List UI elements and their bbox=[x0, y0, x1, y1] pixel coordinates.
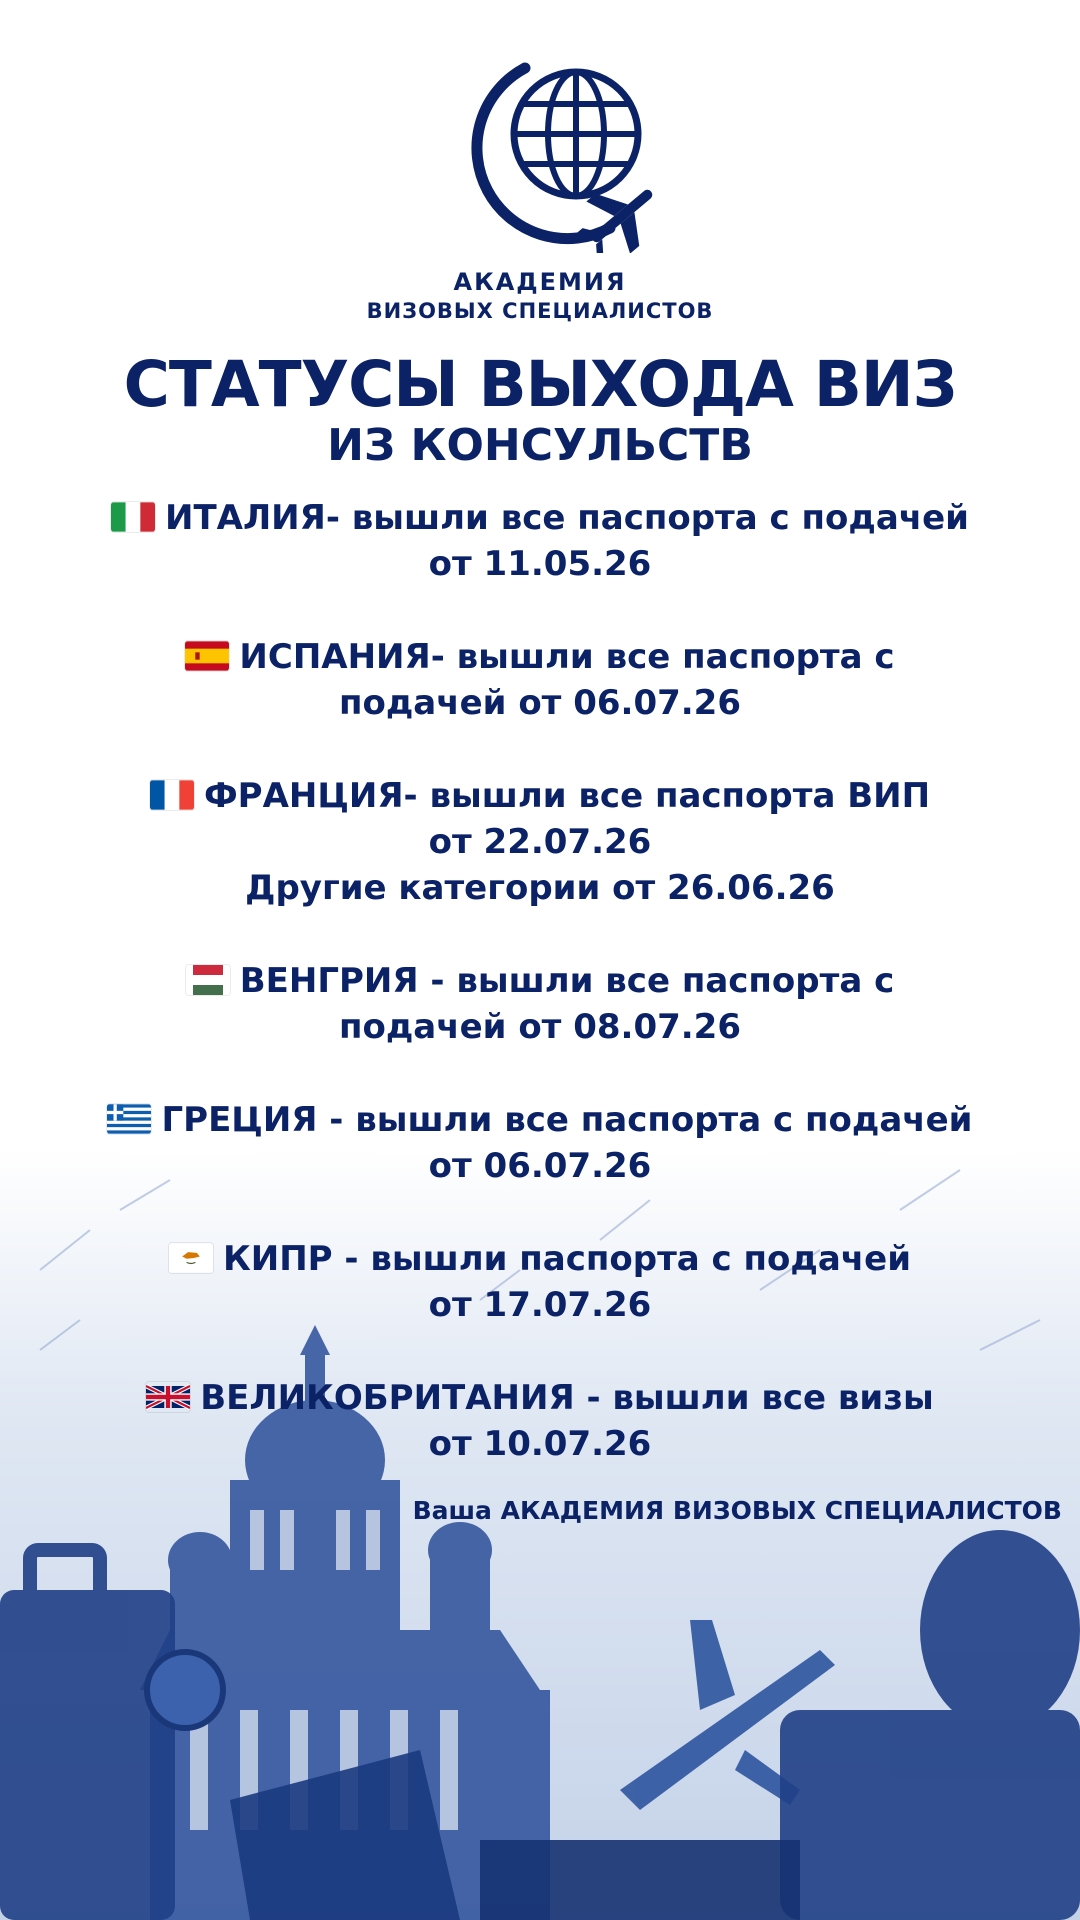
status-item-uk bbox=[0, 1375, 1080, 1467]
greece-flag-icon bbox=[107, 1104, 151, 1134]
status-line: подачей от 06.07.26 bbox=[339, 683, 741, 723]
status-item-greece bbox=[0, 1097, 1080, 1189]
brand-name-line-2: ВИЗОВЫХ СПЕЦИАЛИСТОВ bbox=[366, 299, 714, 323]
status-line: Другие категории от 26.06.26 bbox=[245, 868, 835, 908]
status-line: ГРЕЦИЯ - вышли все паспорта с подачей bbox=[0, 1097, 1080, 1143]
status-line: от 17.07.26 bbox=[428, 1285, 652, 1325]
status-list bbox=[0, 495, 1080, 1514]
status-line: ИСПАНИЯ- вышли все паспорта с bbox=[0, 634, 1080, 680]
globe-airplane-logo-icon bbox=[470, 58, 670, 253]
hungary-flag-icon bbox=[186, 965, 230, 995]
cyprus-flag-icon bbox=[169, 1243, 213, 1273]
france-flag-icon bbox=[150, 780, 194, 810]
page-subtitle: ИЗ КОНСУЛЬСТВ bbox=[327, 420, 753, 471]
status-line: ИТАЛИЯ- вышли все паспорта с подачей bbox=[0, 495, 1080, 541]
status-line: ВЕНГРИЯ - вышли все паспорта с bbox=[0, 958, 1080, 1004]
status-line: КИПР - вышли паспорта с подачей bbox=[0, 1236, 1080, 1282]
signature: Ваша АКАДЕМИЯ ВИЗОВЫХ СПЕЦИАЛИСТОВ bbox=[412, 1496, 1062, 1525]
brand-name-line-1: АКАДЕМИЯ bbox=[453, 268, 627, 296]
italy-flag-icon bbox=[111, 502, 155, 532]
page-title: СТАТУСЫ ВЫХОДА ВИЗ bbox=[123, 348, 957, 421]
status-item-italy bbox=[0, 495, 1080, 587]
spain-flag-icon bbox=[185, 641, 229, 671]
status-item-cyprus bbox=[0, 1236, 1080, 1328]
status-item-hungary bbox=[0, 958, 1080, 1050]
status-item-france bbox=[0, 773, 1080, 911]
status-line: подачей от 08.07.26 bbox=[339, 1007, 741, 1047]
status-line: от 06.07.26 bbox=[428, 1146, 652, 1186]
status-line: от 11.05.26 bbox=[428, 544, 652, 584]
status-line: от 22.07.26 bbox=[428, 822, 652, 862]
status-item-spain bbox=[0, 634, 1080, 726]
uk-flag-icon bbox=[146, 1382, 190, 1412]
status-line: ФРАНЦИЯ- вышли все паспорта ВИП bbox=[0, 773, 1080, 819]
status-line: ВЕЛИКОБРИТАНИЯ - вышли все визы bbox=[0, 1375, 1080, 1421]
status-line: от 10.07.26 bbox=[428, 1424, 652, 1464]
